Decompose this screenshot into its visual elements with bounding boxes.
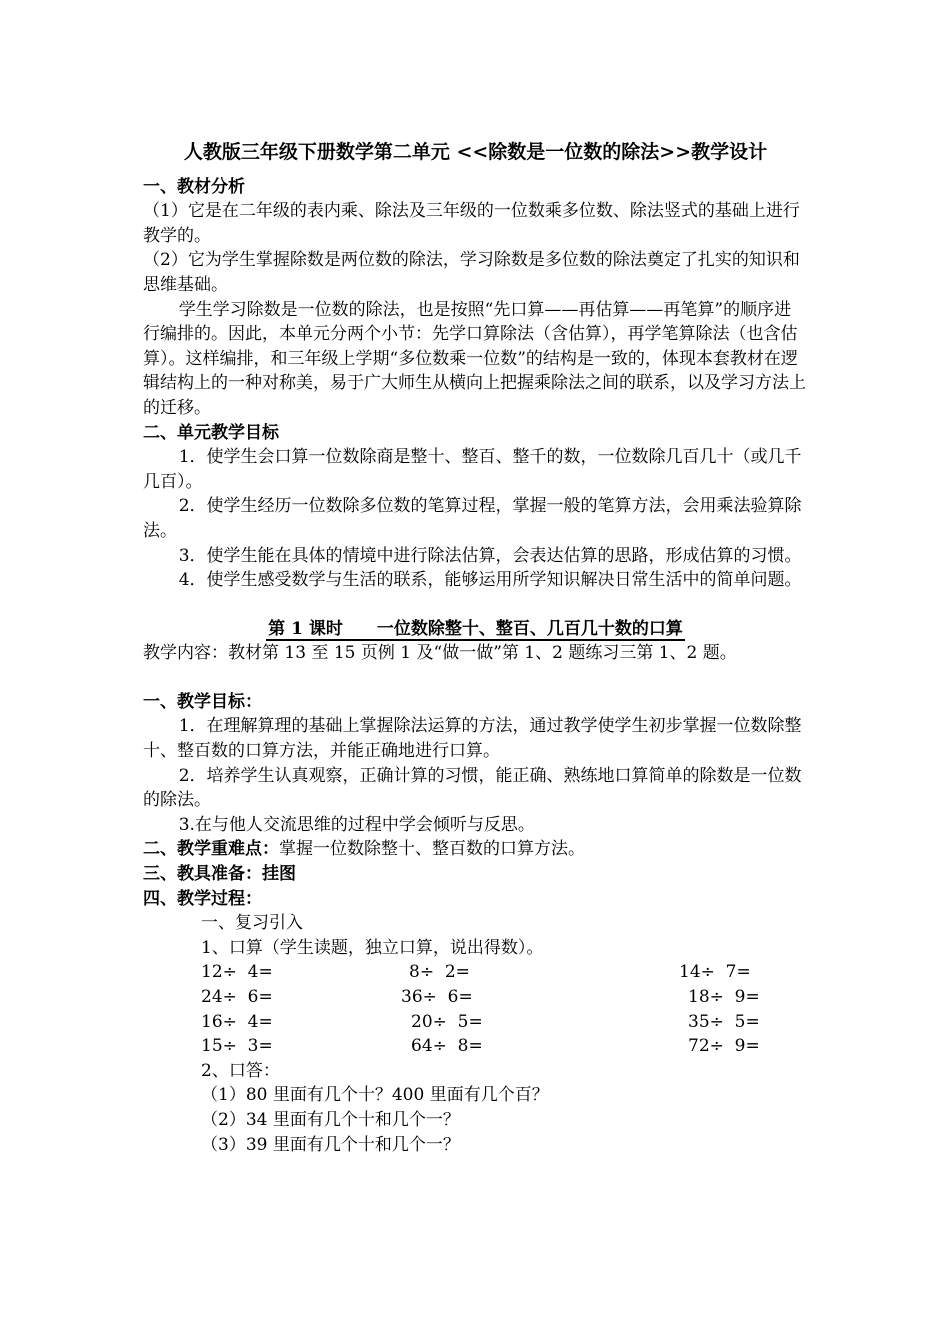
goal-item: 3.在与他人交流思维的过程中学会倾听与反思。 [178, 814, 535, 835]
section-heading: 一、教学目标： [143, 691, 262, 712]
calc-row: 16÷ 4= 20÷ 5= 35÷ 5= [201, 1011, 760, 1032]
document-title: 人教版三年级下册数学第二单元 <<除数是一位数的除法>>教学设计 [183, 141, 768, 163]
section-heading: 二、单元教学目标 [143, 422, 279, 443]
section-heading: 一、教材分析 [143, 176, 245, 197]
goal-item: 1．在理解算理的基础上掌握除法运算的方法，通过教学使学生初步掌握一位数除整十、整百数的口算方法，并能正确地进行口算。 [143, 716, 802, 762]
question-item: （2）34 里面有几个十和几个一？ [201, 1109, 460, 1130]
calc-row: 24÷ 6= 36÷ 6= 18÷ 9= [201, 987, 760, 1007]
goal-item: 3．使学生能在具体的情境中进行除法估算，会表达估算的思路，形成估算的习惯。 [178, 545, 802, 566]
oral-task: 1、口算（学生读题，独立口算，说出得数）。 [201, 937, 544, 958]
section-heading: 四、教学过程： [143, 888, 262, 909]
calc-row: 12÷ 4= 8÷ 2= 14÷ 7= [201, 962, 751, 983]
question-item: （3）39 里面有几个十和几个一？ [201, 1134, 460, 1155]
goal-item: 2．使学生经历一位数除多位数的笔算过程，掌握一般的笔算方法，会用乘法验算除法。 [143, 496, 802, 541]
paragraph: 学生学习除数是一位数的除法，也是按照“先口算——再估算——再笔算”的顺序进行编排的。因此，本单元分两个小节：先学口算除法（含估算），再学笔算除法（也含估算）。这样编排，和三年级上学期“多位数乘一位数”的结构是一致的，体现本套教材在逻辑结构上的一种对称美，易于广大师生从横向上把握乘除法之间的联系，以及学习方法上的迁移。 [143, 299, 806, 418]
key-point: 二、教学重难点：掌握一位数除整十、整百数的口算方法。 [143, 839, 585, 860]
paragraph: （2）它为学生掌握除数是两位数的除法，学习除数是多位数的除法奠定了扎实的知识和思维基础。 [143, 250, 800, 295]
step-heading: 一、复习引入 [201, 913, 303, 934]
document-page [143, 140, 808, 1157]
answer-task: 2、口答： [201, 1060, 280, 1081]
goal-item: 4．使学生感受数学与生活的联系，能够运用所学知识解决日常生活中的简单问题。 [178, 570, 802, 591]
paragraph: （1）它是在二年级的表内乘、除法及三年级的一位数乘多位数、除法竖式的基础上进行教学的。 [143, 201, 800, 246]
goal-item: 2．培养学生认真观察，正确计算的习惯，能正确、熟练地口算简单的除数是一位数的除法。 [143, 765, 802, 811]
lesson-content: 教学内容：教材第 13 至 15 页例 1 及“做一做”第 1、2 题练习三第 1、2 题。 [143, 643, 737, 664]
goal-item: 1．使学生会口算一位数除商是整十、整百、整千的数，一位数除几百几十（或几千几百）。 [143, 447, 802, 492]
calc-row: 15÷ 3= 64÷ 8= 72÷ 9= [201, 1036, 760, 1057]
lesson-title: 第 1 课时 一位数除整十、整百、几百几十数的口算 [268, 618, 683, 639]
tools-line: 三、教具准备：挂图 [143, 864, 296, 885]
question-item: （1）80 里面有几个十？400 里面有几个百？ [201, 1085, 549, 1106]
